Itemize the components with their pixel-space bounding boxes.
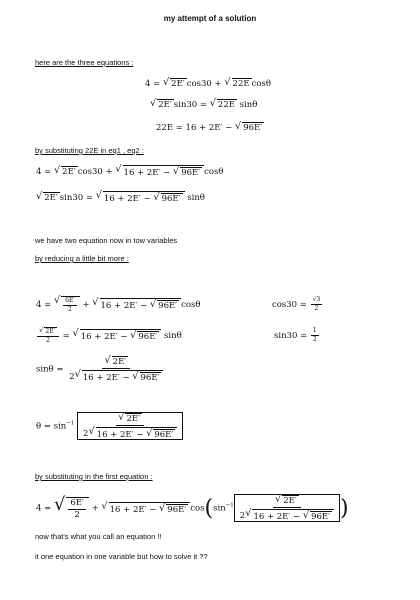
- final-equation: 4 = √ $\frac{6E'}{2}$ + √ 16 + 2E′ − √ 96E′ $\cos(\sin^{-1}$ √ 2E′ 2 √ 16 + 2E′ − √ 96E′ ): [36, 494, 349, 522]
- substituted-equation-2: √ 2E′ sin30 = √ 16 + 2E′ − √ 96E′ sinθ: [36, 190, 205, 204]
- label-now: now that's what you call an equation !!: [35, 532, 162, 541]
- equation-2: √ 2E′ sin30 = √ 22E sinθ: [150, 98, 258, 110]
- substituted-equation-1: 4 = √ 2E′ cos30 + √ 16 + 2E′ − √ 96E′ cosθ: [36, 164, 224, 178]
- sqrt: √ 2E′: [162, 77, 185, 89]
- theta-equation: $\theta = \sin^{-1}$ √ 2E′ 2 √ 16 + 2E′ − √ 96E′: [36, 412, 183, 440]
- label-two-equations: we have two equation now in tow variables: [35, 236, 178, 245]
- sqrt: √ 22E: [224, 77, 250, 89]
- label-substituting: by substituting 22E in eq1 , eq2 :: [35, 146, 144, 155]
- label-first-equation: by substituting in the first equation :: [35, 472, 153, 481]
- equation-3: 22E = 16 + 2E′ − √ 96E′: [156, 121, 263, 133]
- label-reducing: by reducing a little bit more :: [35, 254, 129, 263]
- reduced-equation-2: √ 2E′ 2 = √ 16 + 2E′ − √ 96E′ sinθ: [39, 326, 182, 344]
- equation-1: 4 = √ 2E′ cos30 + √ 22E cosθ: [145, 77, 271, 89]
- sin30-value: sin30 = $\frac{1}{2}$: [274, 327, 317, 343]
- label-three-equations: here are the three equations :: [35, 58, 134, 67]
- page-title: my attempt of a solution: [163, 14, 257, 23]
- label-one-equation: it one equation in one variable but how to solve it ??: [35, 552, 208, 561]
- reduced-equation-1: 4 = √ $\frac{6E'}{2}$ + √ 16 + 2E′ − √ 96E′ cosθ: [36, 295, 201, 313]
- cos30-value: cos30 = $\frac{√3}{2}$: [272, 296, 321, 312]
- sin-theta-equation: sinθ = √ 2E′ 2 √ 16 + 2E′ − √ 96E′: [36, 356, 166, 382]
